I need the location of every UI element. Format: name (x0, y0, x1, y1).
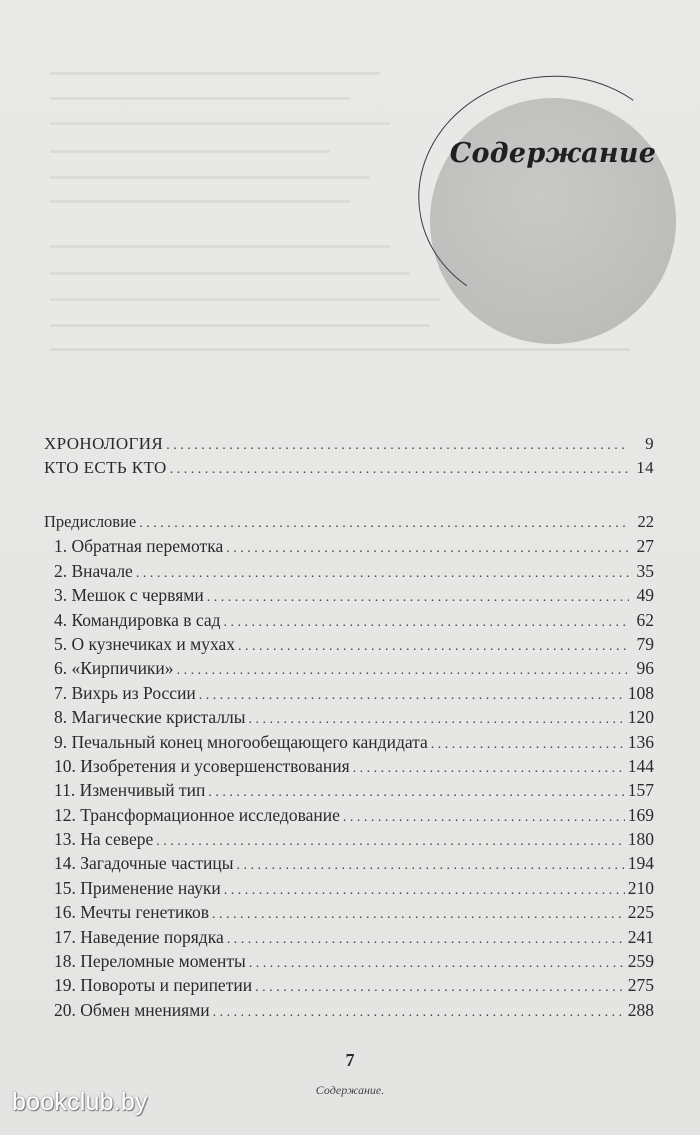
leader-dots (431, 730, 625, 757)
toc-entry-chapter[interactable] (44, 656, 654, 680)
leader-dots (136, 559, 629, 586)
leader-dots (207, 583, 629, 610)
toc-entry-chapter[interactable] (44, 632, 654, 656)
leader-dots (353, 754, 625, 781)
toc-entry-label: 18. Переломные моменты (54, 951, 246, 972)
toc-entry-label: 3. Мешок с червями (54, 585, 204, 606)
toc-entry-label: КТО ЕСТЬ КТО (44, 458, 167, 478)
bleed-through-line (50, 348, 630, 351)
chapter-list (44, 534, 654, 1022)
toc-entry-page: 27 (636, 536, 654, 557)
toc-entry-chapter[interactable] (44, 803, 654, 827)
leader-dots (249, 949, 625, 976)
toc-entry-page: 288 (627, 999, 654, 1020)
toc-entry-label: 12. Трансформационное исследование (54, 804, 340, 825)
toc-entry-chapter[interactable] (44, 705, 654, 729)
watermark-logo: bookclub.by (12, 1088, 148, 1116)
leader-dots (213, 998, 625, 1025)
toc-entry-chapter[interactable] (44, 583, 654, 607)
toc-entry-label: 7. Вихрь из России (54, 682, 196, 703)
bleed-through-line (50, 245, 390, 248)
bleed-through-line (50, 200, 350, 203)
leader-dots (212, 900, 625, 927)
toc-entry-chapter[interactable] (44, 608, 654, 632)
toc-entry-chapter[interactable] (44, 925, 654, 949)
toc-entry-label: 2. Вначале (54, 560, 133, 581)
bleed-through-line (50, 150, 330, 153)
toc-entry-page: 96 (636, 658, 654, 679)
leader-dots (170, 456, 629, 482)
toc-entry-preface[interactable] (44, 510, 654, 534)
toc-entry-page: 35 (636, 560, 654, 581)
toc-entry-chapter[interactable] (44, 998, 654, 1022)
toc-entry-page: 169 (627, 804, 654, 825)
toc-entry-page: 62 (636, 609, 654, 630)
toc-entry-page: 120 (627, 707, 654, 728)
bleed-through-line (50, 97, 350, 100)
toc-entry-page: 49 (636, 585, 654, 606)
toc-entry-label: 17. Наведение порядка (54, 926, 224, 947)
toc-entry-label: 5. О кузнечиках и мухах (54, 633, 236, 654)
toc-entry-page: 108 (627, 682, 654, 703)
leader-dots (208, 778, 624, 805)
leader-dots (224, 608, 629, 635)
toc-entry-label: 9. Печальный конец многообещающего кандидата (54, 731, 428, 752)
toc-main (44, 510, 654, 1022)
toc-entry-page: 194 (627, 853, 654, 874)
toc-entry-chapter[interactable] (44, 851, 654, 875)
toc-entry[interactable] (44, 456, 654, 480)
toc-entry-page: 275 (627, 975, 654, 996)
leader-dots (236, 851, 624, 878)
bleed-through-line (50, 324, 430, 327)
leader-dots (255, 973, 625, 1000)
toc-entry-label: ХРОНОЛОГИЯ (44, 434, 164, 453)
toc-entry-page: 144 (627, 755, 654, 776)
running-title: Содержание. (315, 1083, 385, 1097)
toc-entry-page: 79 (636, 633, 654, 654)
toc-entry-label: 15. Применение науки (54, 877, 221, 898)
toc-entry-chapter[interactable] (44, 827, 654, 851)
leader-dots (166, 432, 629, 458)
leader-dots (227, 925, 625, 952)
toc-entry-page: 210 (627, 877, 654, 898)
toc-entry-label: 10. Изобретения и усовершенствования (54, 755, 350, 776)
bleed-through-line (50, 176, 370, 179)
toc-entry-label: 14. Загадочные частицы (54, 853, 234, 874)
toc-entry-chapter[interactable] (44, 534, 654, 558)
toc-entry-page: 225 (627, 902, 654, 923)
toc-entry-label: 4. Командировка в сад (54, 609, 221, 630)
toc-entry-page: 136 (627, 731, 654, 752)
toc-entry-chapter[interactable] (44, 876, 654, 900)
page-number: 7 (345, 1050, 355, 1070)
toc-entry-label: 20. Обмен мнениями (54, 999, 210, 1020)
leader-dots (343, 803, 625, 830)
toc-entry-chapter[interactable] (44, 681, 654, 705)
toc-entry-chapter[interactable] (44, 778, 654, 802)
page-title: Содержание (449, 138, 657, 169)
toc-entry-page: 180 (627, 829, 654, 850)
toc-entry-chapter[interactable] (44, 900, 654, 924)
leader-dots (199, 681, 625, 708)
toc-entry-chapter[interactable] (44, 949, 654, 973)
bleed-through-line (50, 122, 390, 125)
toc-entry-page: 157 (627, 780, 654, 801)
toc-entry-label: 1. Обратная перемотка (54, 536, 224, 557)
leader-dots (238, 632, 629, 659)
toc-front-matter (44, 432, 654, 481)
toc-entry-label: 19. Повороты и перипетии (54, 975, 253, 996)
toc-entry-chapter[interactable] (44, 754, 654, 778)
toc-entry-label: 8. Магические кристаллы (54, 707, 246, 728)
leader-dots (224, 876, 625, 903)
toc-entry-page: 22 (637, 512, 654, 531)
toc-entry-page: 241 (627, 926, 654, 947)
toc-entry-label: 13. На севере (54, 829, 154, 850)
toc-entry-label: Предисловие (44, 512, 137, 531)
bleed-through-line (50, 72, 380, 75)
toc-entry-chapter[interactable] (44, 730, 654, 754)
toc-entry-page: 9 (645, 434, 654, 453)
bleed-through-line (50, 272, 410, 275)
leader-dots (249, 705, 625, 732)
toc-entry-label: 11. Изменчивый тип (54, 780, 206, 801)
leader-dots (139, 510, 629, 536)
toc-entry-page: 14 (636, 458, 654, 478)
leader-dots (226, 534, 629, 561)
leader-dots (177, 656, 629, 683)
toc-entry[interactable] (44, 432, 654, 456)
toc-entry-page: 259 (627, 951, 654, 972)
leader-dots (156, 827, 625, 854)
toc-entry-chapter[interactable] (44, 973, 654, 997)
toc-entry-label: 6. «Кирпичики» (54, 658, 174, 679)
toc-entry-label: 16. Мечты генетиков (54, 902, 209, 923)
bleed-through-line (50, 298, 440, 301)
toc-entry-chapter[interactable] (44, 559, 654, 583)
